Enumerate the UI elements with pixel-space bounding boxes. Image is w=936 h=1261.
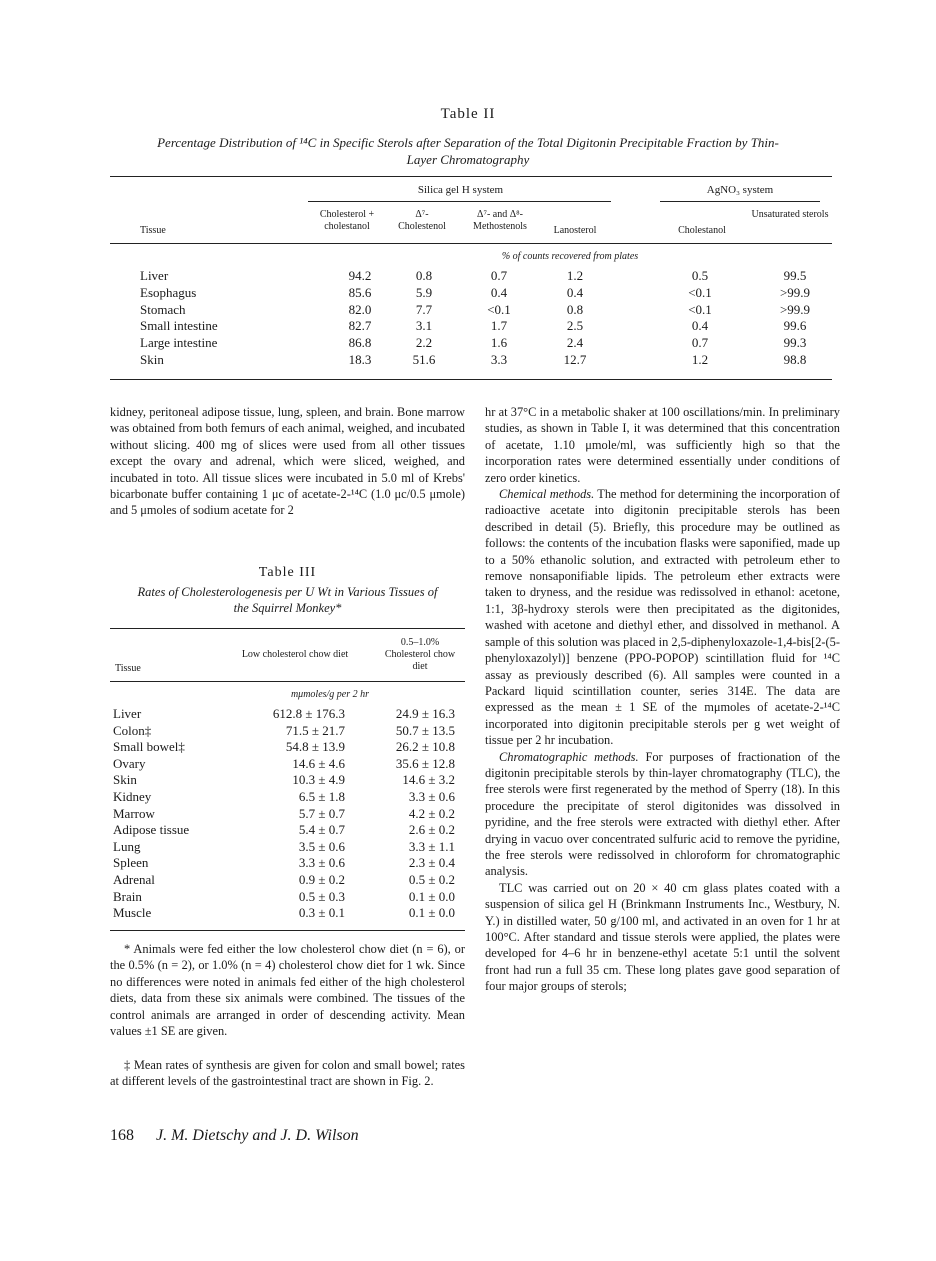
table2-cell: 12.7	[563, 352, 587, 367]
table3-cell-low: 54.8 ± 13.9	[285, 739, 345, 755]
table2-col-3: Δ⁷- and Δ⁸-Methostenols	[473, 209, 527, 232]
table2-group1-header: Silica gel H system	[417, 184, 504, 196]
table3-row-tissue: Adrenal	[113, 872, 155, 887]
table2-cell: 99.6	[783, 318, 807, 334]
table3-row-tissue: Spleen	[113, 855, 149, 871]
table2-cell: 7.7	[415, 301, 433, 317]
table3-cell-high: 2.3 ± 0.4	[408, 855, 455, 871]
table3-cell-low: 3.3 ± 0.6	[298, 855, 345, 871]
table2-cell: 0.4	[691, 318, 709, 334]
table2-cell: 99.5	[783, 268, 807, 283]
table2-cell: 94.2	[348, 268, 372, 283]
table3-cell-high: 24.9 ± 16.3	[395, 706, 455, 721]
table2-col-2: Δ⁷-Cholestenol	[398, 209, 446, 232]
table2-cell: 86.8	[348, 335, 372, 351]
table2-cell: >99.9	[779, 284, 811, 300]
page-footer	[110, 1127, 359, 1145]
table2-cell: 82.7	[348, 318, 372, 334]
table3-row-tissue: Skin	[113, 772, 137, 788]
table3-cell-low: 5.7 ± 0.7	[298, 805, 345, 821]
table2-cell: 0.5	[691, 268, 709, 283]
table2-cell: 3.3	[490, 352, 508, 367]
chemical-methods-heading: Chemical methods.	[499, 487, 595, 502]
table2-cell: 1.2	[691, 352, 709, 367]
table2-cell: 98.8	[783, 352, 807, 367]
paragraph-1: hr at 37°C in a metabolic shaker at 100 oscillations/min. In preliminary studies, as shown in Table I, it was determined that this concentration of acetate, 1.10 μmole/ml, was sufficiently high so that the incorporation rates were determined essentially under conditions of zero order kinetics.	[485, 405, 840, 485]
table3-cell-high: 0.1 ± 0.0	[408, 888, 455, 904]
table3-header-rule	[110, 681, 465, 682]
table3-row-tissue: Marrow	[113, 805, 155, 821]
table3-footnote-1	[110, 941, 465, 1039]
table2-cell: 85.6	[348, 284, 372, 300]
table2-cell: 1.2	[566, 268, 584, 283]
table2-group2-header: AgNO₃ system	[706, 184, 774, 196]
table3-col-tissue: Tissue	[115, 663, 141, 674]
table2-col-5: Cholestanol	[678, 225, 726, 236]
right-column	[485, 404, 840, 995]
table2-header-rule	[110, 243, 832, 244]
table2-cell: 0.8	[566, 301, 584, 317]
table3-col-low: Low cholesterol chow diet	[241, 649, 349, 660]
table3-col-high: 0.5–1.0% Cholesterol chow diet	[384, 637, 456, 672]
table3-unit: mμmoles/g per 2 hr	[290, 689, 370, 700]
table3-cell-high: 26.2 ± 10.8	[395, 739, 455, 755]
table2-row-tissue: Large intestine	[140, 335, 218, 351]
table2-cell: <0.1	[688, 284, 712, 300]
table3-cell-high: 14.6 ± 3.2	[402, 772, 455, 788]
table2-group2-rule	[660, 201, 820, 202]
table2-col-tissue: Tissue	[140, 225, 166, 236]
table2-cell: 1.6	[490, 335, 508, 351]
table3-caption: Rates of Cholesterologenesis per U Wt in Various Tissues of the Squirrel Monkey*	[137, 585, 438, 615]
table2-caption: Percentage Distribution of ¹⁴C in Specific Sterols after Separation of the Total Digitonin Precipitable Fraction by Thin-Layer Chromatography	[157, 135, 779, 167]
table2-cell: 82.0	[348, 301, 372, 317]
table2-col-4: Lanosterol	[553, 225, 597, 236]
table3-row-tissue: Kidney	[113, 789, 152, 804]
table3-row-tissue: Colon‡	[113, 722, 152, 738]
page-number: 168	[110, 1127, 134, 1144]
table2-row-tissue: Esophagus	[140, 284, 197, 300]
authors: J. M. Dietschy and J. D. Wilson	[156, 1127, 359, 1144]
table3-cell-low: 0.3 ± 0.1	[298, 905, 345, 921]
table2-row-tissue: Stomach	[140, 301, 186, 317]
table2-cell: 99.3	[783, 335, 807, 351]
table3-row-tissue: Lung	[113, 838, 141, 854]
table3-row-tissue: Adipose tissue	[113, 822, 190, 838]
table3-cell-high: 50.7 ± 13.5	[395, 722, 455, 738]
table3-cell-high: 0.5 ± 0.2	[408, 872, 455, 887]
table3-cell-high: 3.3 ± 0.6	[408, 789, 455, 804]
table2-cell: >99.9	[779, 301, 811, 317]
table2-cell: 3.1	[415, 318, 433, 334]
table3-row-tissue: Ovary	[113, 755, 146, 771]
table3-cell-high: 3.3 ± 1.1	[408, 838, 455, 854]
table3-cell-low: 71.5 ± 21.7	[285, 722, 345, 738]
table2-cell: 2.2	[415, 335, 433, 351]
table2-top-rule	[110, 176, 832, 177]
table3-row-tissue: Liver	[113, 706, 142, 721]
table2-cell: 0.7	[490, 268, 508, 283]
table3-cell-high: 4.2 ± 0.2	[408, 805, 455, 821]
chromatographic-methods-heading: Chromatographic methods.	[499, 749, 639, 764]
table3-cell-low: 0.5 ± 0.3	[298, 888, 345, 904]
table3-top-rule	[110, 628, 465, 629]
table2-cell: <0.1	[487, 301, 511, 317]
table3-cell-low: 3.5 ± 0.6	[298, 838, 345, 854]
table2-cell: 1.7	[490, 318, 508, 334]
table2-cell: 0.8	[415, 268, 433, 283]
paragraph-4: TLC was carried out on 20 × 40 cm glass plates coated with a suspension of silica gel H (Brinkmann Instruments Inc., Westbury, N. Y.) in distilled water, 50 g/100 ml, and activated in an oven for 1 hr at 100°C. After standard and tissue sterols were applied, the plates were developed for 4–6 hr in benzene-ethyl acetate 5:1 until the solvent front had run a full 35 cm. These long plates gave good separation of four major groups of sterols;	[485, 880, 840, 994]
table2-cell: 5.9	[415, 284, 433, 300]
table3-cell-low: 14.6 ± 4.6	[292, 755, 345, 771]
table2-unit: % of counts recovered from plates	[501, 251, 639, 262]
chemical-methods-text: The method for determining the incorporation of radioactive acetate into digitonin precipitable sterols has been described in detail (5). Briefly, this procedure may be outlined as follows: the contents of the incubation flasks were saponified, made up to a 50% ethanolic solution, and extracted with petroleum ether to remove nonsaponifiable lipids. The petroleum ether extracts were taken to dryness, and the residue was redissolved in ethanol: acetone, 1:1, 3β-hydroxy sterols were then precipitated as the digitonides, washed with acetone and diethyl ether, and dissolved in methanol. A sample of this solution was placed in 2,5-diphenyloxazole-1,4-bis[2-(5-phenyloxazolyl)] benzene (PPO-POPOP) scintillation fluid for ¹⁴C assay as previously described (6). All samples were counted in a Packard liquid scintillation counter, series 314E. The data are expressed as the mean ± 1 SE of the mμmoles of acetate-2-¹⁴C incorporated into digitonin precipitable sterols per g wet weight of tissue per 2 hr incubation.	[485, 487, 841, 748]
table3-cell-high: 0.1 ± 0.0	[408, 905, 455, 921]
table2-row-tissue: Skin	[140, 352, 164, 367]
table2-col-1: Cholesterol + cholestanol	[319, 209, 375, 232]
table2-title: Table II	[440, 106, 496, 122]
footnote-1-text: * Animals were fed either the low cholesterol chow diet (n = 6), or the 0.5% (n = 2), or 1.0% (n = 4) cholesterol chow diet for 1 wk. Since no differences were noted in animals fed either of the high cholesterol diets, data from these six animals were combined. The tissues of the control animals are arranged in order of descending activity. Mean values ±1 SE are given.	[110, 942, 465, 1039]
table3-cell-high: 35.6 ± 12.8	[395, 755, 455, 771]
table3-cell-low: 6.5 ± 1.8	[298, 789, 345, 804]
left-paragraph: kidney, peritoneal adipose tissue, lung, spleen, and brain. Bone marrow was obtained from both femurs of each animal, weighed, and incubated without slicing. 400 mg of slices were used from all other tissues except the ovary and adrenal, which were sliced, weighed, and incubated in toto. All tissue slices were incubated in 5.0 ml of Krebs' bicarbonate buffer containing 1 μc of acetate-2-¹⁴C (1.0 μc/0.5 μmole) and 5 μmoles of sodium acetate for 2	[110, 405, 465, 518]
table3-row-tissue: Small bowel‡	[113, 739, 185, 755]
footnote-2-text: ‡ Mean rates of synthesis are given for colon and small bowel; rates at different levels of the gastrointestinal tract are shown in Fig. 2.	[110, 1058, 465, 1089]
table3-cell-low: 10.3 ± 4.9	[292, 772, 345, 788]
paragraph-2	[485, 486, 840, 749]
table3-cell-low: 5.4 ± 0.7	[298, 822, 345, 838]
table3-cell-low: 612.8 ± 176.3	[272, 706, 345, 721]
chromatographic-methods-text: For purposes of fractionation of the digitonin precipitable sterols by thin-layer chromatography (TLC), the free sterols were first regenerated by the method of Sperry (18). In this procedure the precipitate of sterol digitonides was dissolved in pyridine, and the free sterols were extracted with diethyl ether. After drying in vacuo over concentrated sulfuric acid to remove the pyridine, the free sterols were redissolved in chloroform for chromatographic analysis.	[485, 749, 840, 879]
table2-row-tissue: Liver	[140, 268, 169, 283]
table2-cell: 0.7	[691, 335, 709, 351]
table3-row-tissue: Muscle	[113, 905, 152, 921]
table2-cell: 51.6	[412, 352, 436, 367]
table3-footnote-2	[110, 1057, 465, 1090]
table2-group1-rule	[308, 201, 611, 202]
table3-bottom-rule	[110, 930, 465, 931]
table2-cell: 0.4	[566, 284, 584, 300]
table2-cell: <0.1	[688, 301, 712, 317]
table3-row-tissue: Brain	[113, 888, 142, 904]
table3-cell-high: 2.6 ± 0.2	[408, 822, 455, 838]
table2-cell: 2.5	[566, 318, 584, 334]
table2-col-6: Unsaturated sterols	[751, 209, 829, 220]
table3-cell-low: 0.9 ± 0.2	[298, 872, 345, 887]
table2-bottom-rule	[110, 379, 832, 380]
table2-cell: 18.3	[348, 352, 372, 367]
paragraph-3	[485, 749, 840, 880]
table3-title: Table III	[258, 565, 317, 580]
table2-row-tissue: Small intestine	[140, 318, 218, 334]
table2-cell: 2.4	[566, 335, 584, 351]
table2-cell: 0.4	[490, 284, 508, 300]
